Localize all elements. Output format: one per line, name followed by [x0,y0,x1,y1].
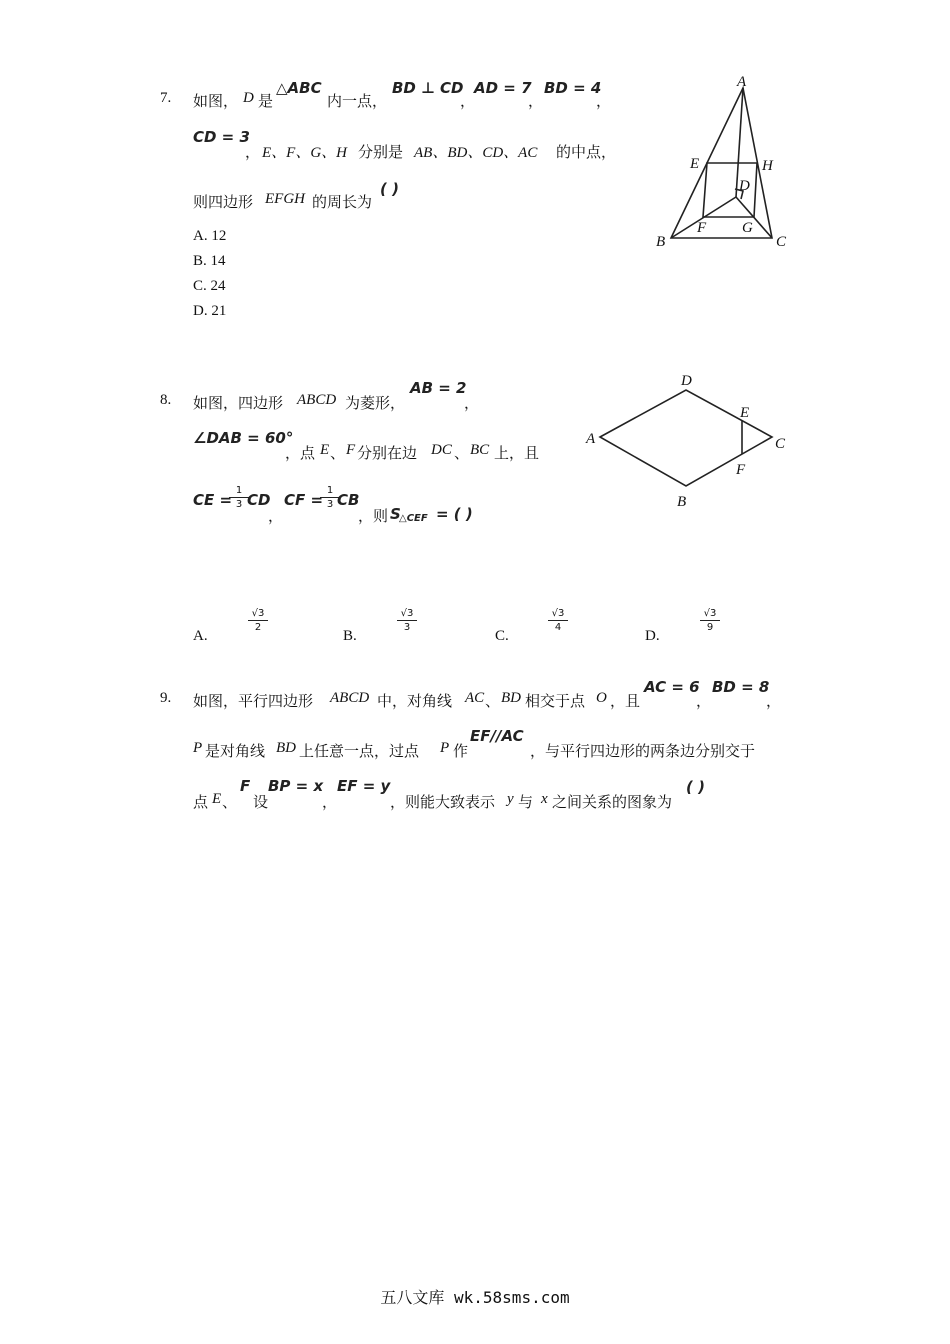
q8-text-2g: 、 [454,446,470,462]
q7-math-ad: AD = 7 [474,79,532,97]
q8-option-d-frac: $\frac{√3}{9}$ [700,608,720,633]
q8-comma-2: ， [268,509,284,525]
q8-frac-ce: $\frac{1}{3}$ [229,485,249,510]
q7-text-2: 内一点， [327,94,388,110]
q7-comma-1: ， [460,94,476,110]
q7-text-1: 如图， [193,94,239,110]
q9-math-ef-parallel: EF//AC [470,727,524,745]
q8-text-2i: 上，且 [494,446,540,462]
q8-label-c: C [775,436,786,452]
q9-text-1h: O [596,690,607,706]
q9-text-3f: y [507,791,514,807]
q9-comma-3: ， [322,795,338,811]
q8-text-2b: E [320,442,330,458]
q8-comma-1: ， [464,396,480,412]
q9-math-efy: EF = y [337,777,391,795]
q9-text-3g: 与 [518,795,534,811]
q9-text-2a: P [193,740,203,756]
q8-math-s-sub: △CEF [399,513,428,524]
q9-text-2e: P [440,740,450,756]
q7-text-4c: 的周长为 [312,195,373,211]
q9-text-1a: 如图，平行四边形 [193,694,314,710]
q9-text-1f: BD [501,690,521,706]
q7-text-3d: AB、BD、CD、AC [414,145,538,161]
q9-comma-1: ， [696,694,712,710]
q8-text-3: ，则 [358,509,389,525]
q7-math-cd: CD = 3 [193,128,250,146]
q7-option-c: C. 24 [193,278,226,294]
q7-text-1b: D [243,90,254,106]
q8-text-2h: BC [470,442,490,458]
q7-math-bd: BD = 4 [544,79,602,97]
q8-math-eq: = ( ) [436,505,473,523]
q8-option-b-frac: $\frac{√3}{3}$ [397,608,417,633]
q8-figure-rhombus [580,368,795,513]
q8-option-a-frac: $\frac{√3}{2}$ [248,608,268,633]
q7-option-b: B. 14 [193,253,226,269]
q9-text-3d: 设 [253,795,269,811]
q9-text-2f: 作 [453,744,469,760]
q7-label-h: H [762,158,773,174]
q7-option-d: D. 21 [193,303,227,319]
q8-label-a: A [586,431,596,447]
q8-number: 8. [160,392,172,408]
q8-label-d: D [681,373,692,389]
q8-text-2a: ，点 [285,446,316,462]
q9-text-3b: E [212,791,222,807]
q8-option-c-frac: $\frac{√3}{4}$ [548,608,568,633]
q8-option-d-label: D. [645,628,660,644]
q8-option-a-label: A. [193,628,208,644]
q7-text-3a: ， [245,145,261,161]
q9-math-ac: AC = 6 [644,678,700,696]
q8-text-2d: F [346,442,356,458]
q8-label-e: E [740,405,750,421]
q9-answer-paren: ( ) [686,778,705,796]
q8-math-cf-rhs: CB [337,491,360,509]
q9-text-2d: 上任意一点，过点 [299,744,420,760]
q7-text-1c: 是 [258,94,274,110]
q8-math-ce-lhs: CE = [193,491,233,509]
q7-answer-paren: ( ) [380,180,399,198]
q8-frac-cf: $\frac{1}{3}$ [320,485,340,510]
q7-figure-lines [671,88,772,238]
q7-label-g: G [742,220,753,236]
q7-label-e: E [690,156,700,172]
q7-math-triangle: △ABC [276,79,322,97]
q9-text-1e: 、 [485,694,501,710]
q7-text-4a: 则四边形 [193,195,254,211]
q8-math-ab: AB = 2 [410,379,467,397]
q8-math-angle: ∠DAB = 60° [193,429,294,447]
q7-option-a: A. 12 [193,228,227,244]
q9-text-3a: 点 [193,795,209,811]
q9-text-3h: x [541,791,548,807]
q8-text-2f: DC [431,442,452,458]
q9-text-2c: BD [276,740,296,756]
q8-text-1b: ABCD [297,392,337,408]
q8-label-f: F [736,462,746,478]
q8-math-s: S [390,505,401,523]
q8-text-1: 如图，四边形 [193,396,284,412]
q7-text-3e: 的中点， [556,145,617,161]
q7-comma-3: ， [596,94,612,110]
q7-label-a: A [737,74,747,90]
footer-watermark: 五八文库 wk.58sms.com [380,1288,570,1307]
q9-text-1b: ABCD [330,690,370,706]
q9-text-1i: ，且 [610,694,641,710]
q9-text-3c: 、 [222,795,238,811]
q8-option-c-label: C. [495,628,509,644]
q7-figure-triangle [650,70,795,255]
q7-math-perp: BD ⊥ CD [392,79,464,97]
q7-number: 7. [160,90,172,106]
q9-text-1c: 中，对角线 [377,694,453,710]
q9-text-1d: AC [465,690,485,706]
q7-text-4b: EFGH [265,191,305,207]
q7-label-c: C [776,234,787,250]
q7-comma-2: ， [528,94,544,110]
q8-option-b-label: B. [343,628,357,644]
q8-text-1c: 为菱形， [345,396,406,412]
q8-math-cf-lhs: CF = [284,491,324,509]
q7-label-f: F [697,220,707,236]
q7-label-b: B [656,234,666,250]
q8-math-ce-rhs: CD [247,491,271,509]
q9-text-1g: 相交于点 [525,694,586,710]
q7-label-d: D [739,178,750,194]
q8-text-2e: 分别在边 [357,446,418,462]
q9-text-3e: ，则能大致表示 [390,795,496,811]
q8-text-2c: 、 [330,446,346,462]
q8-label-b: B [677,494,687,510]
q9-text-2g: ，与平行四边形的两条边分别交于 [530,744,756,760]
q9-comma-2: ， [766,694,782,710]
q9-number: 9. [160,690,172,706]
q9-text-3i: 之间关系的图象为 [552,795,673,811]
q7-text-3b: E、F、G、H [262,145,347,161]
q9-text-2b: 是对角线 [205,744,266,760]
q9-math-f: F [240,777,251,795]
q7-text-3c: 分别是 [358,145,404,161]
q9-math-bp: BP = x [268,777,324,795]
q9-math-bd: BD = 8 [712,678,770,696]
